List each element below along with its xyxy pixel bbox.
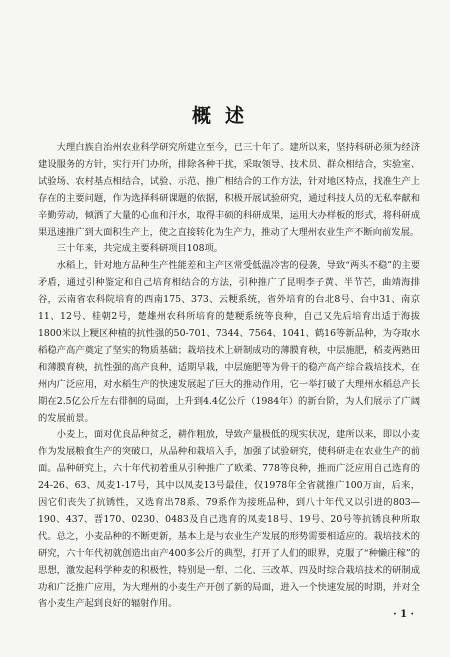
paragraph: 小麦上，面对优良品种贫乏，耕作粗放，导致产量极低的现实状况，建所以来，即以小麦作为发展粮食生产的突破口，从品种和栽培入手，加强了试验研究，使科研走在农业生产的前面。品种研究上，六十年代初着重从引种推广了欧柔、778等良种，推而广泛应用自己选育的24-26、63、凤麦1-17号，其中以凤麦13号最佳，仅1978年全省就推广100万亩，后来，因它们丧失了抗锈性，又选育出78系、79系作为接班品种，到八十年代又以引进的803—190、437、晋170、0230、0483及自己选育的凤麦18号、19号、20号等抗锈良种所取代。总之，小麦品种的不断更新，基本上是与农业生产发展的形势需要相适应的。栽培技术的研究，六十年代初就创造出亩产400多公斤的典型，打开了人们的眼界，克服了“种懒庄稼”的思想，激发起科学种麦的积极性，特别是一犁、二化、三改革、四及时综合栽培技术的研制成功和广泛推广应用，为大理州的小麦生产开创了新的局面，进入一个快速发展的时期，并对全省小麦生产起到良好的辐射作用。 bbox=[38, 429, 420, 610]
paragraph: 大理白族自治州农业科学研究所建立至今，已三十年了。建所以来，坚持科研必须为经济建设服务的方针，实行开门办所，排除各种干扰，采取领导、技术员、群众相结合，实验室、试验场、农村基点相结合，试验、示范、推广相结合的工作方法，针对地区特点，找准生产上存在的主要问题，作为选择科研课题的依据，积极开展试验研究，通过科技人员的无私奉献和辛勤劳动，倾洒了大量的心血和汗水，取得丰硕的科研成果，运用大办样板的形式，将科研成果迅速推广到大面积生产上，使之直接转化为生产力，推动了大理州农业生产不断向前发展。 bbox=[38, 142, 420, 238]
paragraph: 三十年来，共完成主要科研项目108项。 bbox=[56, 243, 224, 255]
body-text bbox=[38, 140, 420, 613]
page-title: 概述 bbox=[191, 105, 258, 127]
page-number: · 1 · bbox=[393, 609, 414, 620]
paragraph: 水稻上，针对地方品种生产性能差和主产区常受低温冷害的侵袭，导致“两头不稳”的主要矛盾，通过引种鉴定和自己培育相结合的方法，引种推广了昆明李子黄、半节芒，曲靖海排谷，云南省农科院培育的西南175、373、云粳系统，省外培育的台北8号、台中31、南京11、12号、桂朝2号，楚雄州农科所培育的楚粳系统等良种，自己又先后培育出适于海拔1800米以上粳区种植的抗性强的50-701、7344、7564、1041、鹤16等新品种，为夺取水稻稳产高产奠定了坚实的物质基础；栽培技术上研制成功的薄膜育秧，中层施肥，稻麦两熟田和薄膜育秧，抗性强的高产良种，适期早栽，中层施肥等为骨干的稳产高产综合栽培技术，在州内广泛应用，对水稻生产的快速发展起了巨大的推动作用，它一举打破了大理州水稻总产长期在2.5亿公斤左右徘徊的局面，上升到4.4亿公斤（1984年）的新台阶，为人们展示了广阔的发展前景。 bbox=[38, 260, 420, 424]
